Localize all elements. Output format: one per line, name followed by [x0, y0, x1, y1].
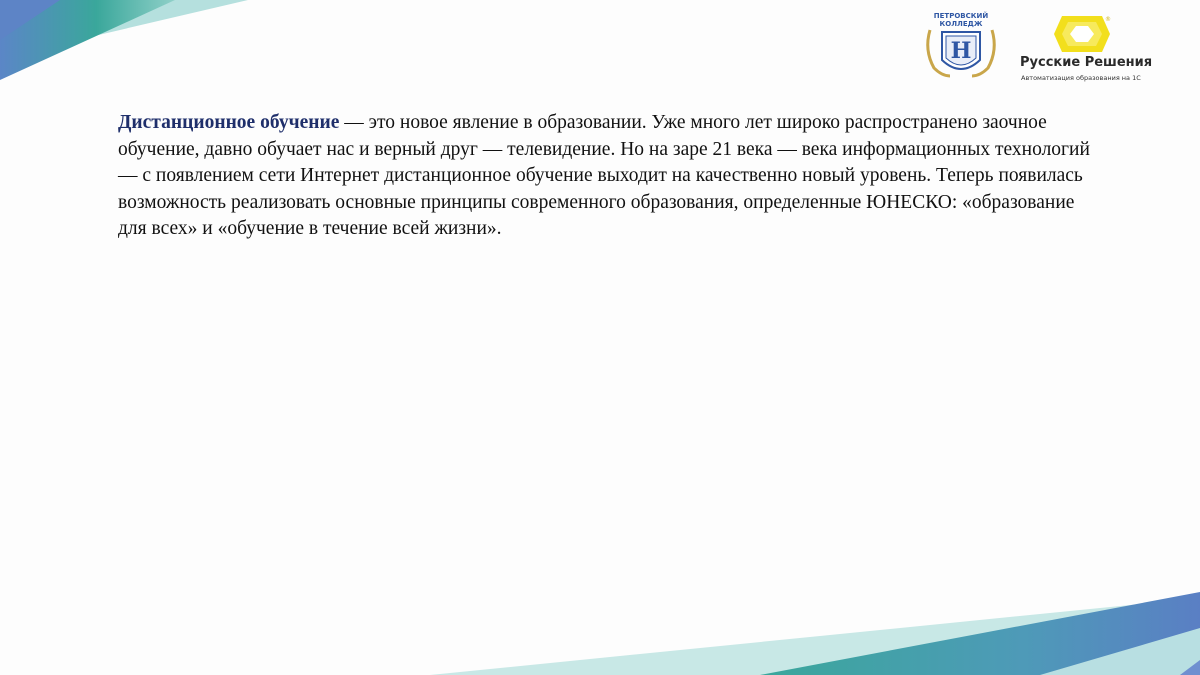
college-name-line2: КОЛЛЕДЖ — [939, 20, 983, 28]
college-name — [920, 12, 1002, 28]
registered-mark: ® — [1105, 16, 1111, 23]
highlighted-term: Дистанционное обучение — [118, 112, 340, 133]
company-name: Русские Решения — [1020, 55, 1153, 70]
paragraph-text: — это новое явление в образовании. Уже много лет широко распространено заочное обучение, давно обучает нас и верный друг — телевидение. Но на заре 21 века — века информационных технологий — с появлением сети Интернет дистанционное обучение выходит на качественно новый уровень. Теперь появилась возможность реализовать основные принципы современного образования, определенные ЮНЕСКО: «образование для всех» и «обучение в течение всей жизни». — [118, 112, 1090, 239]
svg-text:Н: Н — [950, 38, 972, 64]
college-name-line1: ПЕТРОВСКИЙ — [933, 12, 989, 20]
yellow-cube-icon — [1054, 14, 1110, 54]
company-subtitle: Автоматизация образования на 1С — [1021, 74, 1141, 82]
main-paragraph — [118, 110, 1098, 243]
